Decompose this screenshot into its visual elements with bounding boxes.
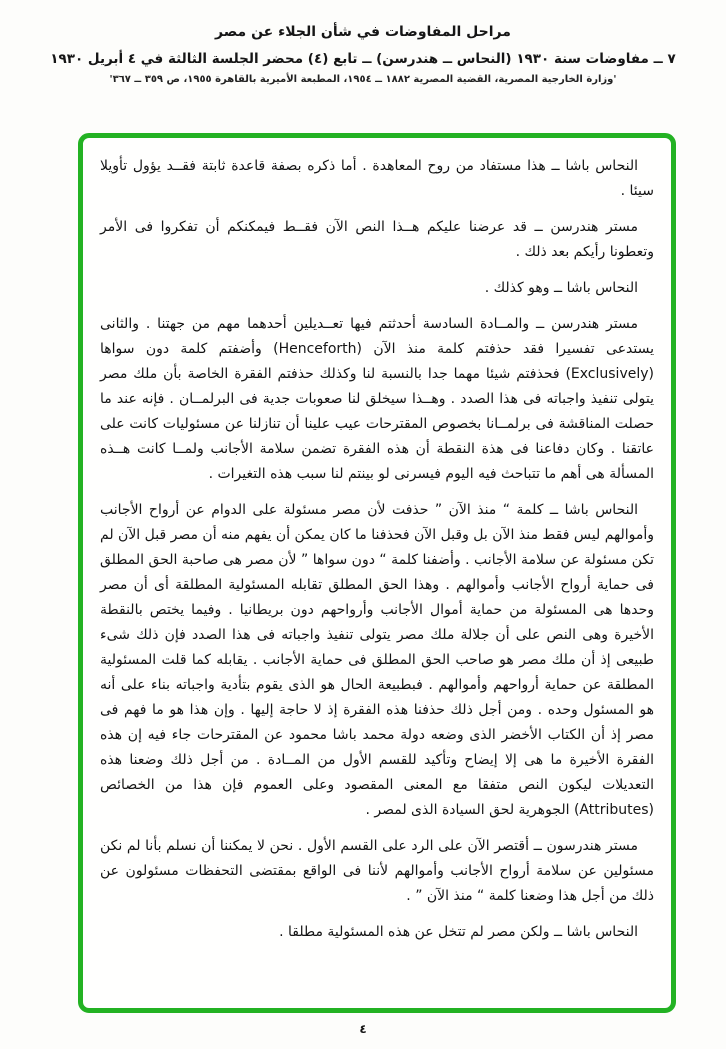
dialogue-paragraph-henderson-3: مستر هندرسون ــ أقتصر الآن على الرد على القسم الأول . نحن لا يمكننا أن نسلم بأنا لم نكن مسئولين عن سلامة أرواح الأجانب وأموالهم لأننا فى الواقع بمقتضى التحفظات مسئولون عن ذلك من أجل هذا وضعنا كلمة “ منذ الآن ” . bbox=[100, 838, 654, 904]
page-number: ٤ bbox=[359, 1022, 367, 1036]
dialogue-paragraph-henderson-1: مستر هندرسن ــ قد عرضنا عليكم هــذا النص الآن فقــط فيمكنكم أن تفكروا فى الأمر وتعطونا رأيكم بعد ذلك . bbox=[100, 219, 654, 260]
document-header bbox=[0, 24, 726, 85]
document-source-citation: 'وزارة الخارجية المصرية، القضية المصرية ١٨٨٢ ــ ١٩٥٤، المطبعة الأميرية بالقاهرة ١٩٥٥، ص ٣٥٩ ــ ٣٦٧' bbox=[109, 74, 617, 85]
green-highlight-box bbox=[78, 133, 676, 1013]
document-subtitle: ٧ ــ مفاوضات سنة ١٩٣٠ (النحاس ــ هندرسن) ــ تابع (٤) محضر الجلسة الثالثة في ٤ أبريل ١٩٣٠ bbox=[50, 51, 676, 67]
dialogue-paragraph-nahhas-3: النحاس باشا ــ كلمة “ منذ الآن ” حذفت لأن مصر مسئولة على الدوام عن أرواح الأجانب وأموالهم ليس فقط منذ الآن بل وقبل الآن فحذفنا ما كان يمكن أن يفهم منه أن مصر قبل الآن لم تكن مسئولة عن سلامة الأجانب . وأضفنا كلمة “ دون سواها ” لأن مصر هى صاحبة الحق المطلق فى حماية أرواح الأجانب وأموالهم . وهذا الحق المطلق تقابله المسئولية المطلقة أى أن مصر وحدها هى المسئولة من حماية أموال الأجانب وأرواحهم دون بريطانيا . وفيما يختص بالنقطة الأخيرة وهى النص على أن جلالة ملك مصر يتولى تنفيذ واجباته فى هذا الصدد فإن ذلك شىء طبيعى إذ أن ملك مصر هو صاحب الحق المطلق فى حماية الأجانب . يقابله كما قلت المسئولية المطلقة عن حماية أرواحهم وأموالهم . فبطبيعة الحال هو الذى يقوم بتأدية واجباته بناء على أنه هو المسئول وحده . ومن أجل ذلك حذفنا هذه الفقرة إذ لا حاجة إليها . وإن هذا هو ما فهم فى مصر إذ أن الكتاب الأخضر الذى وضعه دولة محمد باشا محمود عن المقترحات جاء فيه إن هذه الفقرة الأخيرة ما هى إلا إيضاح وتأكيد للقسم الأول من المــادة . من أجل ذلك وضعنا هذه التعديلات ليكون النص متفقا مع المعنى المقصود وعلى العموم فإن هذا من الخصائص (Attributes) الجوهرية لحق السيادة الذى لمصر . bbox=[100, 502, 654, 818]
dialogue-paragraph-nahhas-4: النحاس باشا ــ ولكن مصر لم تتخل عن هذه المسئولية مطلقا . bbox=[279, 924, 638, 940]
dialogue-paragraph-henderson-2: مستر هندرسن ــ والمــادة السادسة أحدثتم فيها تعــديلين أحدهما مهم من جهتنا . والثانى يستدعى تفسيرا فقد حذفتم كلمة منذ الآن (Henceforth) وأضفتم كلمة دون سواها (Exclusively) فحذفتم شيئا مهما جدا بالنسبة لنا وكذلك حذفتم الفقرة الخاصة بأن ملك مصر يتولى تنفيذ واجباته فى هذا الصدد . وهــذا سيخلق لنا صعوبات جدية فى البرلمــان . فإنه عند ما حصلت المناقشة فى برلمــانا بخصوص المقترحات عيب علينا أن تنازلنا عن مسئوليات كانت على عاتقنا . وكان دفاعنا فى هذة النقطة أن هذه الفقرة تضمن سلامة الأجانب ولمــا كانت هــذه المسألة هى أهم ما تتباحث فيه اليوم فيسرنى لو بينتم لنا سبب هذه التغيرات . bbox=[100, 316, 655, 482]
dialogue-paragraph-nahhas-1: النحاس باشا ــ هذا مستفاد من روح المعاهدة . أما ذكره بصفة قاعدة ثابتة فقــد يؤول تأويلا سيئا . bbox=[100, 158, 654, 199]
dialogue-paragraph-nahhas-2: النحاس باشا ــ وهو كذلك . bbox=[484, 280, 638, 296]
document-title: مراحل المفاوضات في شأن الجلاء عن مصر bbox=[215, 24, 511, 40]
